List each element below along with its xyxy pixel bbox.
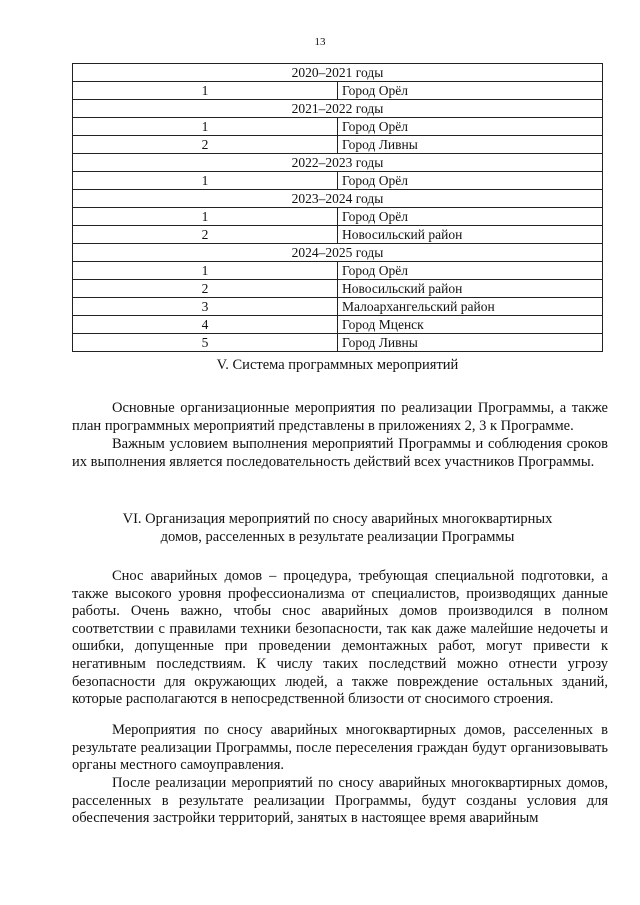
- table-row: [73, 208, 603, 226]
- table-row: [73, 262, 603, 280]
- table-row: [73, 118, 603, 136]
- page-number: 13: [314, 36, 326, 48]
- table-row: [73, 172, 603, 190]
- row-number: 5: [73, 334, 338, 352]
- section-5-paragraph-2: Важным условием выполнения мероприятий Программы и соблюдения сроков их выполнения является последовательность действий всех участников Программы.: [72, 436, 608, 470]
- period-row: [73, 100, 603, 118]
- municipality-name: Город Мценск: [338, 316, 603, 334]
- period-row: [73, 154, 603, 172]
- row-number: 1: [73, 208, 338, 226]
- row-number: 2: [73, 136, 338, 154]
- row-number: 1: [73, 262, 338, 280]
- table-row: [73, 298, 603, 316]
- row-number: 2: [73, 226, 338, 244]
- row-number: 1: [73, 172, 338, 190]
- municipality-name: Малоархангельский район: [338, 298, 603, 316]
- municipality-name: Город Орёл: [338, 118, 603, 136]
- municipality-name: Новосильский район: [338, 226, 603, 244]
- municipality-name: Город Орёл: [338, 262, 603, 280]
- period-label: 2020–2021 годы: [73, 64, 603, 82]
- row-number: 4: [73, 316, 338, 334]
- row-number: 1: [73, 82, 338, 100]
- table-row: [73, 82, 603, 100]
- municipality-name: Город Орёл: [338, 172, 603, 190]
- municipality-name: Город Орёл: [338, 82, 603, 100]
- section-6-paragraph-3: После реализации мероприятий по сносу аварийных многоквартирных домов, расселенных в результате реализации Программы, будут созданы условия для обеспечения застройки территорий, занятых в настоящее время аварийным: [72, 775, 608, 827]
- period-row: [73, 190, 603, 208]
- table-row: [73, 136, 603, 154]
- period-label: 2022–2023 годы: [73, 154, 603, 172]
- period-label: 2021–2022 годы: [73, 100, 603, 118]
- table-row: [73, 280, 603, 298]
- period-label: 2024–2025 годы: [73, 244, 603, 262]
- municipality-name: Город Ливны: [338, 334, 603, 352]
- row-number: 3: [73, 298, 338, 316]
- period-label: 2023–2024 годы: [73, 190, 603, 208]
- section-6-paragraph-2: Мероприятия по сносу аварийных многоквартирных домов, расселенных в результате реализации Программы, после переселения граждан будут организовывать органы местного самоуправления.: [72, 722, 608, 774]
- section-5-paragraph-1: Основные организационные мероприятия по реализации Программы, а также план программных мероприятий представлены в приложениях 2, 3 к Программе.: [72, 400, 608, 434]
- section-5-title: V. Система программных мероприятий: [216, 357, 459, 373]
- municipality-name: Город Орёл: [338, 208, 603, 226]
- row-number: 2: [73, 280, 338, 298]
- table-row: [73, 226, 603, 244]
- period-row: [73, 64, 603, 82]
- period-row: [73, 244, 603, 262]
- section-6-title-line-1: VI. Организация мероприятий по сносу аварийных многоквартирных: [122, 511, 553, 527]
- section-6-paragraph-1: Снос аварийных домов – процедура, требующая специальной подготовки, а также высокого уровня профессионализма от специалистов, производящих данные работы. Очень важно, чтобы снос аварийных домов производился в полном соответствии с правилами техники безопасности, так как даже малейшие недочеты и ошибки, допущенные при проведении демонтажных работ, могут привести к негативным последствиям. К числу таких последствий можно отнести угрозу безопасности для окружающих людей, а также повреждение остальных зданий, которые располагаются в непосредственной близости от сносимого строения.: [72, 568, 608, 708]
- municipality-name: Новосильский район: [338, 280, 603, 298]
- row-number: 1: [73, 118, 338, 136]
- table-row: [73, 334, 603, 352]
- section-6-title-line-2: домов, расселенных в результате реализации Программы: [160, 529, 515, 545]
- table-row: [73, 316, 603, 334]
- municipality-name: Город Ливны: [338, 136, 603, 154]
- resettlement-schedule-table: [72, 63, 603, 352]
